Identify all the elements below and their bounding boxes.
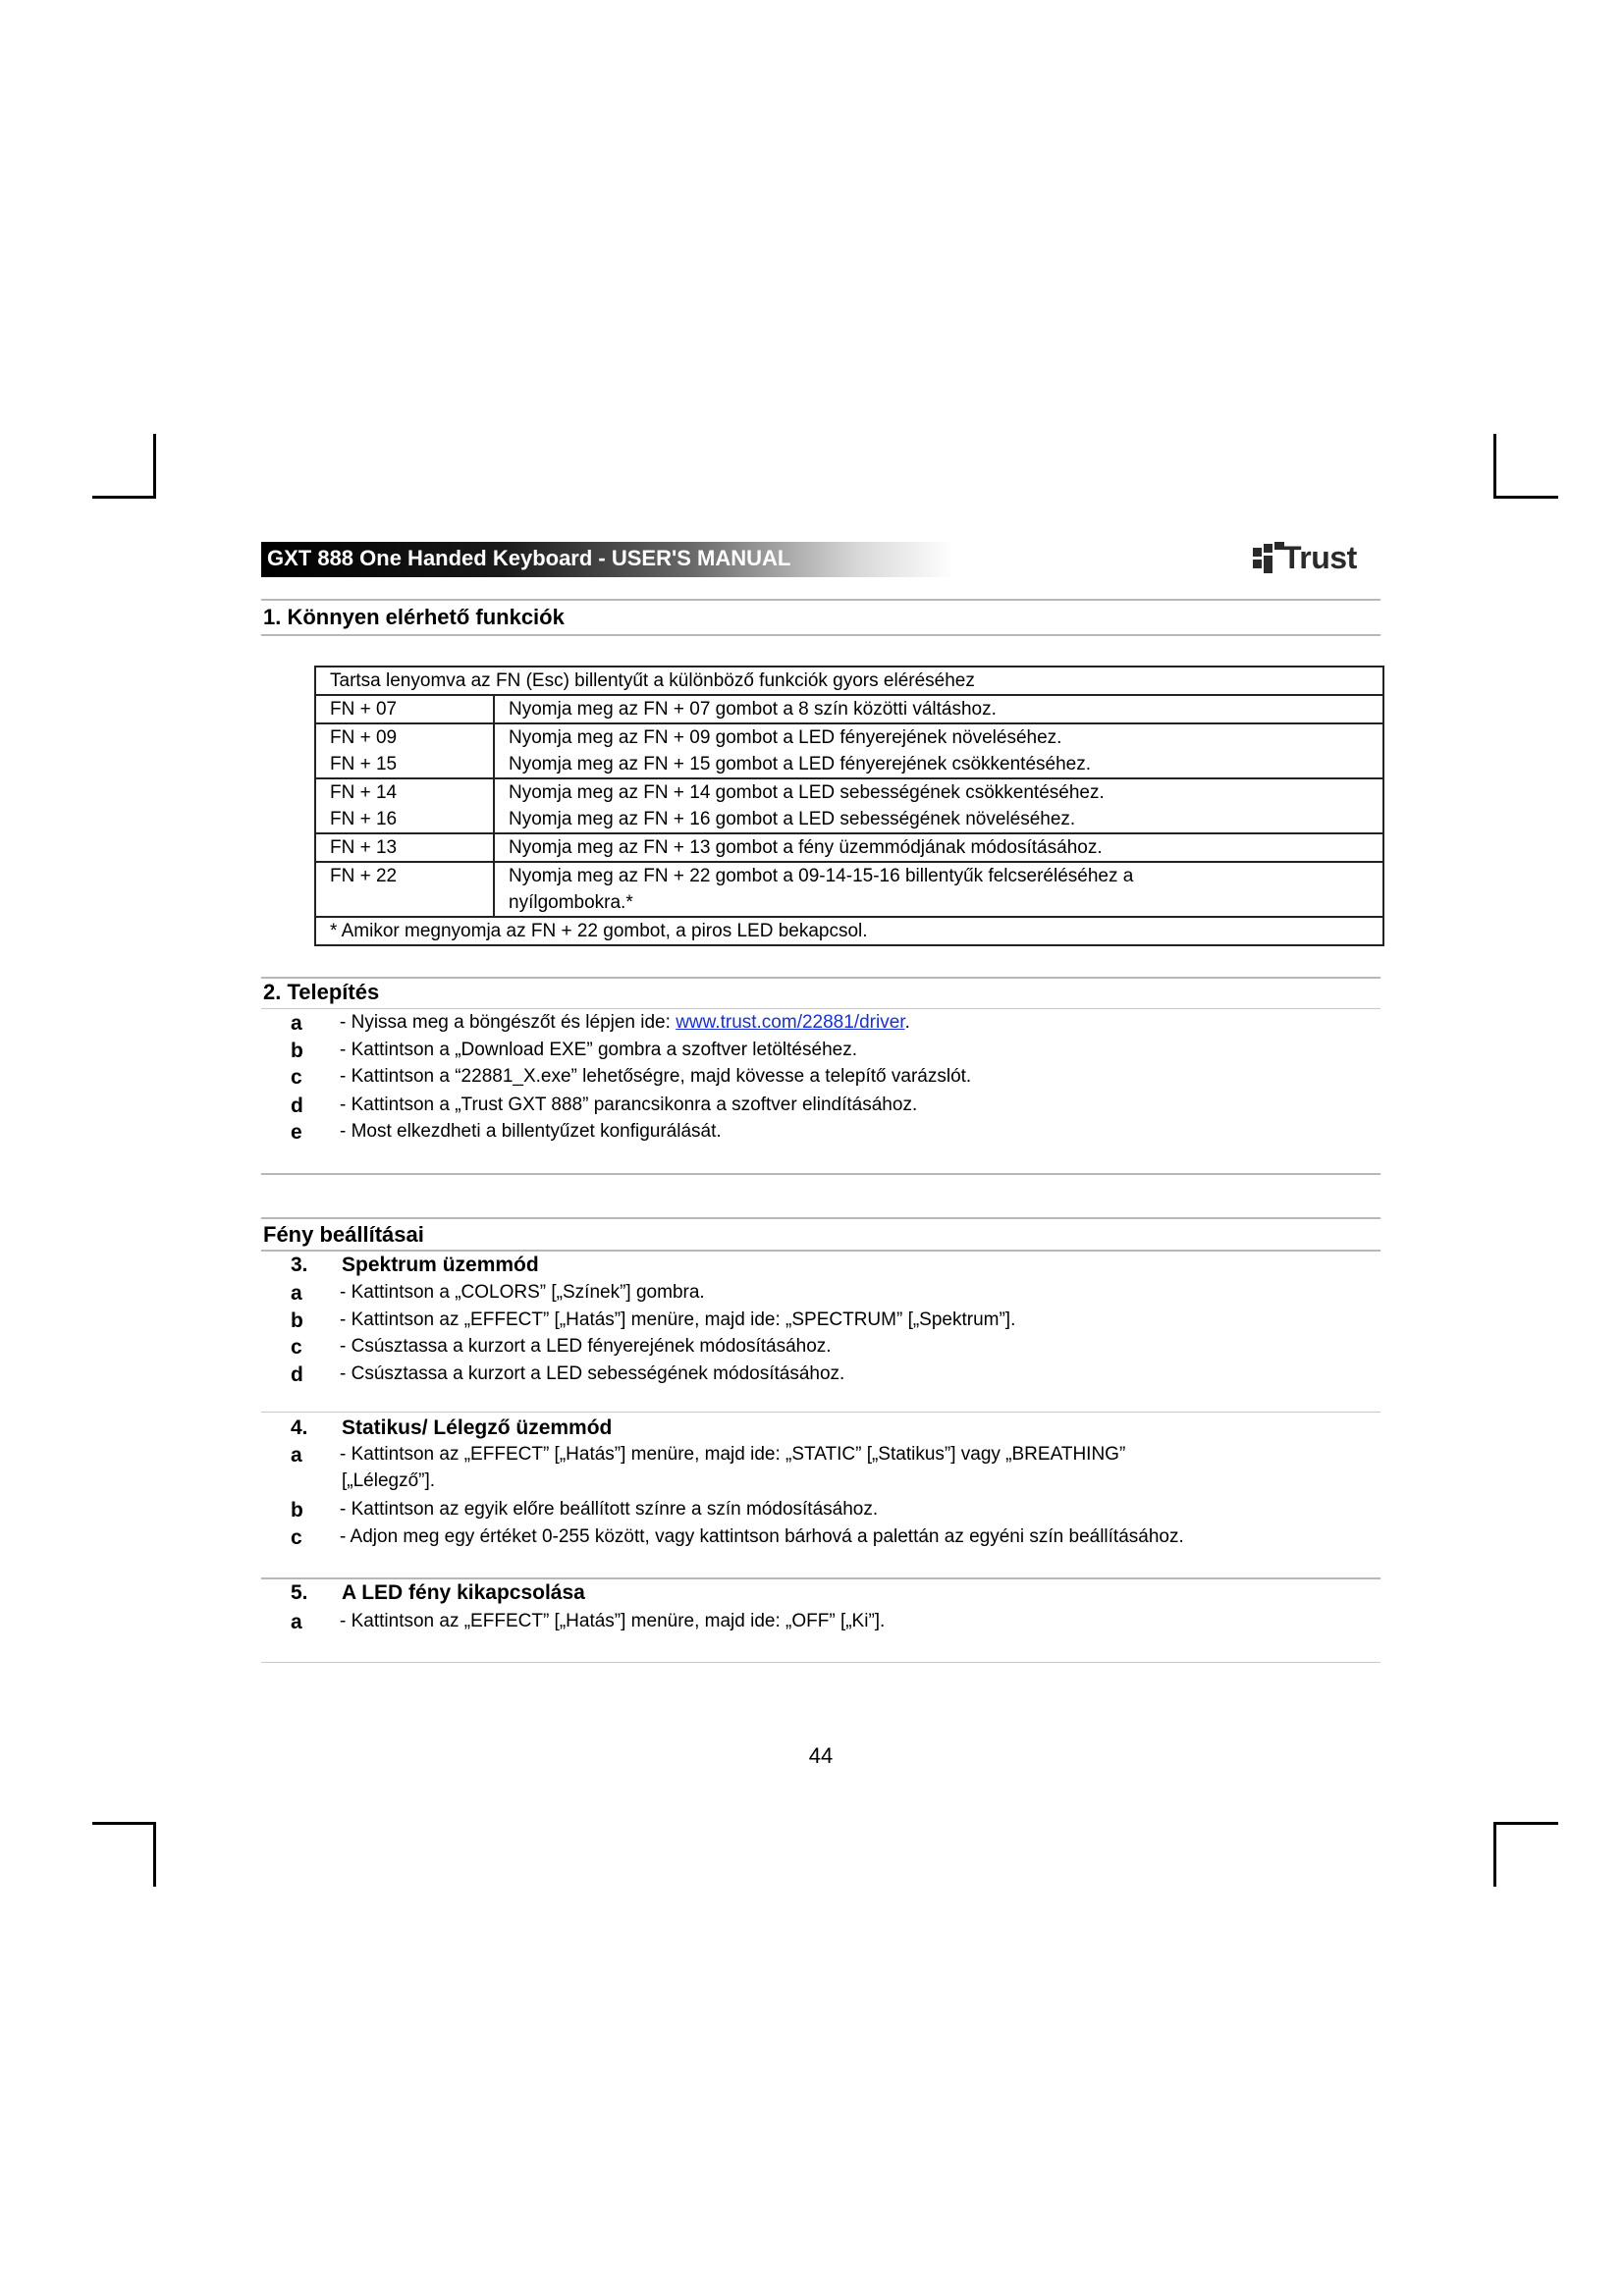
table-row [315, 833, 1383, 862]
shortcut-desc: nyílgombokra.* [509, 892, 633, 913]
step-letter: b [291, 1309, 303, 1332]
trust-logo-icon [1253, 542, 1286, 577]
step-text: - Csúsztassa a kurzort a LED fényerejének módosításához. [340, 1336, 832, 1357]
divider [261, 599, 1380, 601]
manual-title: GXT 888 One Handed Keyboard - USER'S MANUAL [267, 546, 791, 570]
shortcut-key: FN + 07 [330, 699, 398, 720]
subsection-title: Spektrum üzemmód [342, 1254, 539, 1276]
shortcut-desc: Nyomja meg az FN + 22 gombot a 09-14-15-16 billentyűk felcseréléséhez a [509, 866, 1134, 886]
header-bar [261, 542, 1223, 577]
step-text: - Kattintson a „COLORS” [„Színek”] gombra. [340, 1282, 705, 1303]
table-row [315, 862, 1383, 917]
shortcut-desc: Nyomja meg az FN + 16 gombot a LED sebességének növeléséhez. [509, 809, 1076, 829]
step-letter: b [291, 1499, 303, 1522]
shortcut-key: FN + 16 [330, 809, 398, 829]
shortcut-key: FN + 14 [330, 782, 398, 803]
shortcut-desc: Nyomja meg az FN + 07 gombot a 8 szín közötti váltáshoz. [509, 699, 997, 720]
crop-mark-bottom-right-h [1493, 1822, 1558, 1825]
step-letter: a [291, 1282, 302, 1305]
section-title-installation: 2. Telepítés [263, 980, 380, 1004]
step-text: - Csúsztassa a kurzort a LED sebességének módosításához. [340, 1363, 845, 1384]
shortcut-desc: Nyomja meg az FN + 14 gombot a LED sebességének csökkentéséhez. [509, 782, 1105, 803]
divider [261, 1662, 1380, 1663]
section-title-functions: 1. Könnyen elérhető funkciók [263, 605, 565, 629]
shortcut-desc: Nyomja meg az FN + 09 gombot a LED fényerejének növeléséhez. [509, 727, 1062, 748]
section-title-light-settings: Fény beállításai [263, 1222, 424, 1247]
step-letter: a [291, 1611, 302, 1633]
subsection-title: A LED fény kikapcsolása [342, 1581, 585, 1604]
subsection-number: 5. [291, 1581, 308, 1604]
step-letter: e [291, 1121, 302, 1144]
table-row [315, 778, 1383, 833]
crop-mark-top-left-h [92, 496, 156, 499]
step-text: - Kattintson az „EFFECT” [„Hatás”] menüre, majd ide: „OFF” [„Ki”]. [340, 1611, 886, 1631]
divider [261, 1173, 1380, 1175]
shortcut-key: FN + 22 [330, 866, 398, 886]
shortcut-key: FN + 13 [330, 837, 398, 858]
step-letter: c [291, 1066, 302, 1089]
subsection-title: Statikus/ Lélegző üzemmód [342, 1416, 613, 1439]
shortcut-desc: Nyomja meg az FN + 15 gombot a LED fényerejének csökkentéséhez. [509, 754, 1091, 774]
crop-mark-bottom-right-v [1493, 1822, 1496, 1887]
table-row [315, 695, 1383, 723]
step-text: - Kattintson a „Download EXE” gombra a szoftver letöltéséhez. [340, 1040, 857, 1060]
step-letter: d [291, 1363, 303, 1386]
step-text: - Most elkezdheti a billentyűzet konfigurálását. [340, 1121, 722, 1142]
step-letter: a [291, 1444, 302, 1467]
step-text: - Kattintson a “22881_X.exe” lehetőségre, majd kövesse a telepítő varázslót. [340, 1066, 972, 1087]
step-text: - Kattintson a „Trust GXT 888” parancsikonra a szoftver elindításához. [340, 1095, 918, 1115]
step-text: [„Lélegző”]. [342, 1470, 436, 1491]
divider [261, 1577, 1380, 1579]
fn-shortcut-table [314, 666, 1384, 946]
step-letter: a [291, 1012, 302, 1035]
table-footnote: * Amikor megnyomja az FN + 22 gombot, a piros LED bekapcsol. [315, 917, 1383, 945]
divider [261, 634, 1380, 636]
step-letter: d [291, 1095, 303, 1117]
step-text: - Nyissa meg a böngészőt és lépjen ide: [340, 1012, 677, 1033]
table-caption: Tartsa lenyomva az FN (Esc) billentyűt a különböző funkciók gyors eléréséhez [315, 667, 1383, 695]
divider [261, 1250, 1380, 1252]
crop-mark-top-right-v [1493, 434, 1496, 499]
crop-mark-bottom-left-v [153, 1822, 156, 1887]
brand-name: Trust [1282, 540, 1357, 575]
step-letter: c [291, 1526, 302, 1549]
subsection-number: 4. [291, 1416, 308, 1439]
driver-link[interactable]: www.trust.com/22881/driver [676, 1012, 905, 1033]
crop-mark-top-left-v [153, 434, 156, 499]
crop-mark-bottom-left-h [92, 1822, 156, 1825]
trust-logo [1253, 538, 1390, 579]
crop-mark-top-right-h [1493, 496, 1558, 499]
divider [261, 1412, 1380, 1413]
divider [261, 977, 1380, 979]
step-letter: c [291, 1336, 302, 1359]
step-text: - Kattintson az „EFFECT” [„Hatás”] menüre, majd ide: „STATIC” [„Statikus”] vagy „BREATHING” [340, 1444, 1126, 1465]
shortcut-key: FN + 15 [330, 754, 398, 774]
table-row [315, 723, 1383, 778]
step-text: - Kattintson az „EFFECT” [„Hatás”] menüre, majd ide: „SPECTRUM” [„Spektrum”]. [340, 1309, 1016, 1330]
subsection-number: 3. [291, 1254, 308, 1276]
step-text: - Adjon meg egy értéket 0-255 között, vagy kattintson bárhová a palettán az egyéni szín beállításához. [340, 1526, 1184, 1547]
divider [261, 1217, 1380, 1219]
step-text-suffix: . [904, 1012, 910, 1033]
step-letter: b [291, 1040, 303, 1062]
shortcut-desc: Nyomja meg az FN + 13 gombot a fény üzemmódjának módosításához. [509, 837, 1103, 858]
shortcut-key: FN + 09 [330, 727, 398, 748]
divider [261, 1008, 1380, 1009]
step-text: - Kattintson az egyik előre beállított színre a szín módosításához. [340, 1499, 879, 1520]
page-number: 44 [808, 1743, 834, 1768]
